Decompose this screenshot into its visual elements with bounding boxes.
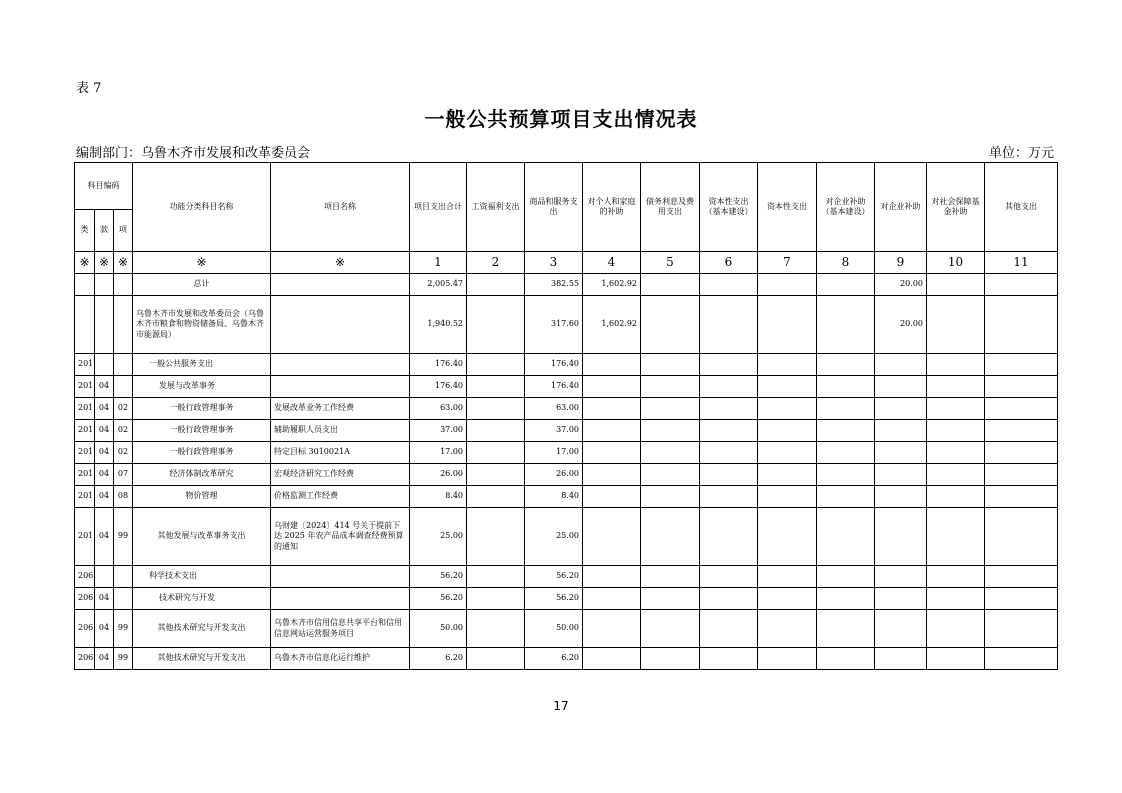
cell-total: 6.20: [410, 648, 467, 670]
header-capital-basic: 资本性支出（基本建设）: [700, 163, 758, 252]
cell-total: 37.00: [410, 420, 467, 442]
cell-enterprise-basic: [817, 508, 875, 566]
cell-xiang: 08: [114, 486, 133, 508]
header-social: 对社会保障基金补助: [927, 163, 985, 252]
cell-enterprise-basic: [817, 398, 875, 420]
cell-name: 一般行政管理事务: [133, 398, 271, 420]
cell-enterprise-basic: [817, 486, 875, 508]
cell-salary: [467, 420, 525, 442]
cell-xiang: [114, 376, 133, 398]
cell-project: 价格监测工作经费: [271, 486, 410, 508]
cell-other: [985, 274, 1058, 296]
cell-lei: 201: [75, 398, 95, 420]
cell-enterprise-basic: [817, 376, 875, 398]
cell-goods: 56.20: [525, 588, 583, 610]
cell-enterprise: [875, 486, 927, 508]
cell-kuan: 04: [95, 508, 114, 566]
cell-name: 经济体制改革研究: [133, 464, 271, 486]
cell-lei: 206: [75, 588, 95, 610]
header-debt: 债务利息及费用支出: [641, 163, 700, 252]
cell-name: 一般行政管理事务: [133, 442, 271, 464]
cell-capital-basic: [700, 420, 758, 442]
cell-debt: [641, 508, 700, 566]
cell-debt: [641, 420, 700, 442]
cell-xiang: 02: [114, 420, 133, 442]
cell-capital: [758, 588, 817, 610]
cell-salary: [467, 398, 525, 420]
cell-other: [985, 648, 1058, 670]
table-row: [75, 398, 1058, 420]
cell-lei: 201: [75, 442, 95, 464]
cell-capital-basic: [700, 274, 758, 296]
cell-capital-basic: [700, 648, 758, 670]
cell-social: [927, 376, 985, 398]
table-row: [75, 296, 1058, 354]
cell-capital: [758, 420, 817, 442]
cell-total: 50.00: [410, 610, 467, 648]
cell-household: [583, 398, 641, 420]
table-row: [75, 566, 1058, 588]
cell-kuan: 04: [95, 398, 114, 420]
cell-goods: 6.20: [525, 648, 583, 670]
cell-social: [927, 274, 985, 296]
cell-lei: [75, 274, 95, 296]
cell-project: 宏观经济研究工作经费: [271, 464, 410, 486]
cell-goods: 25.00: [525, 508, 583, 566]
cell-total: 2,005.47: [410, 274, 467, 296]
cell-salary: [467, 274, 525, 296]
cell-lei: 201: [75, 486, 95, 508]
cell-goods: 56.20: [525, 566, 583, 588]
cell-enterprise: [875, 464, 927, 486]
cell-other: [985, 508, 1058, 566]
cell-project: 发展改革业务工作经费: [271, 398, 410, 420]
cell-salary: [467, 442, 525, 464]
cell-lei: 201: [75, 376, 95, 398]
cell-capital-basic: [700, 588, 758, 610]
header-salary: 工资福利支出: [467, 163, 525, 252]
cell-household: [583, 464, 641, 486]
cell-lei: 206: [75, 610, 95, 648]
cell-total: 63.00: [410, 398, 467, 420]
cell-xiang: [114, 588, 133, 610]
cell-capital: [758, 610, 817, 648]
table-row: [75, 648, 1058, 670]
unit-label: 单位：万元: [988, 146, 1054, 161]
table-row: [75, 464, 1058, 486]
cell-enterprise-basic: [817, 274, 875, 296]
page-title: 一般公共预算项目支出情况表: [424, 107, 698, 131]
cell-enterprise: [875, 588, 927, 610]
cell-goods: 176.40: [525, 354, 583, 376]
marker-cell: ※: [114, 252, 133, 274]
marker-cell: 1: [410, 252, 467, 274]
cell-salary: [467, 296, 525, 354]
cell-capital-basic: [700, 354, 758, 376]
cell-lei: 201: [75, 420, 95, 442]
cell-salary: [467, 376, 525, 398]
cell-household: [583, 376, 641, 398]
table-row: [75, 442, 1058, 464]
cell-debt: [641, 464, 700, 486]
cell-other: [985, 486, 1058, 508]
cell-capital-basic: [700, 296, 758, 354]
cell-xiang: 02: [114, 442, 133, 464]
page-number: 17: [553, 699, 569, 713]
header-enterprise: 对企业补助: [875, 163, 927, 252]
cell-enterprise: [875, 508, 927, 566]
cell-household: [583, 610, 641, 648]
cell-goods: 63.00: [525, 398, 583, 420]
cell-capital: [758, 398, 817, 420]
cell-project: [271, 354, 410, 376]
cell-total: 26.00: [410, 464, 467, 486]
cell-kuan: 04: [95, 420, 114, 442]
cell-kuan: [95, 566, 114, 588]
cell-kuan: 04: [95, 464, 114, 486]
cell-salary: [467, 566, 525, 588]
header-func-name: 功能分类科目名称: [133, 163, 271, 252]
cell-total: 17.00: [410, 442, 467, 464]
cell-total: 176.40: [410, 354, 467, 376]
cell-other: [985, 610, 1058, 648]
cell-xiang: [114, 354, 133, 376]
cell-social: [927, 296, 985, 354]
cell-debt: [641, 648, 700, 670]
cell-debt: [641, 588, 700, 610]
header-total: 项目支出合计: [410, 163, 467, 252]
cell-debt: [641, 610, 700, 648]
cell-social: [927, 588, 985, 610]
cell-capital-basic: [700, 398, 758, 420]
cell-total: 25.00: [410, 508, 467, 566]
cell-debt: [641, 354, 700, 376]
table-row: [75, 274, 1058, 296]
cell-lei: [75, 296, 95, 354]
header-kuan: 款: [95, 210, 114, 252]
cell-household: [583, 420, 641, 442]
cell-household: [583, 508, 641, 566]
cell-other: [985, 354, 1058, 376]
marker-cell: ※: [271, 252, 410, 274]
cell-xiang: 02: [114, 398, 133, 420]
cell-social: [927, 398, 985, 420]
cell-capital: [758, 486, 817, 508]
cell-name: 发展与改革事务: [133, 376, 271, 398]
cell-project: [271, 566, 410, 588]
cell-kuan: 04: [95, 588, 114, 610]
cell-name: 科学技术支出: [133, 566, 271, 588]
marker-cell: ※: [133, 252, 271, 274]
cell-kuan: 04: [95, 486, 114, 508]
marker-cell: 8: [817, 252, 875, 274]
cell-project: 乌鲁木齐市信息化运行维护: [271, 648, 410, 670]
cell-project: 乌财建〔2024〕414 号关于提前下达 2025 年农产品成本调查经费预算的通知: [271, 508, 410, 566]
cell-enterprise: [875, 354, 927, 376]
cell-enterprise-basic: [817, 566, 875, 588]
cell-household: [583, 486, 641, 508]
marker-cell: ※: [75, 252, 95, 274]
cell-capital: [758, 464, 817, 486]
cell-enterprise-basic: [817, 648, 875, 670]
cell-total: 1,940.52: [410, 296, 467, 354]
cell-xiang: 99: [114, 508, 133, 566]
cell-household: [583, 648, 641, 670]
cell-lei: 201: [75, 464, 95, 486]
cell-project: [271, 376, 410, 398]
cell-social: [927, 508, 985, 566]
cell-household: [583, 588, 641, 610]
cell-social: [927, 442, 985, 464]
cell-capital-basic: [700, 442, 758, 464]
cell-social: [927, 420, 985, 442]
cell-lei: 206: [75, 648, 95, 670]
cell-salary: [467, 486, 525, 508]
cell-enterprise-basic: [817, 588, 875, 610]
cell-enterprise: [875, 376, 927, 398]
cell-enterprise-basic: [817, 420, 875, 442]
cell-total: 56.20: [410, 588, 467, 610]
marker-cell: ※: [95, 252, 114, 274]
cell-social: [927, 566, 985, 588]
cell-capital-basic: [700, 376, 758, 398]
cell-xiang: 99: [114, 610, 133, 648]
cell-other: [985, 588, 1058, 610]
cell-total: 8.40: [410, 486, 467, 508]
table-row: [75, 376, 1058, 398]
cell-enterprise: [875, 398, 927, 420]
cell-goods: 37.00: [525, 420, 583, 442]
cell-name: 物价管理: [133, 486, 271, 508]
header-goods: 商品和服务支出: [525, 163, 583, 252]
cell-name: 一般行政管理事务: [133, 420, 271, 442]
cell-other: [985, 398, 1058, 420]
table-row: [75, 354, 1058, 376]
cell-other: [985, 464, 1058, 486]
cell-name: 其他发展与改革事务支出: [133, 508, 271, 566]
cell-xiang: [114, 296, 133, 354]
cell-capital-basic: [700, 610, 758, 648]
cell-name: 一般公共服务支出: [133, 354, 271, 376]
cell-other: [985, 420, 1058, 442]
cell-name: 技术研究与开发: [133, 588, 271, 610]
cell-capital-basic: [700, 486, 758, 508]
cell-capital: [758, 566, 817, 588]
table-row: [75, 588, 1058, 610]
cell-enterprise: 20.00: [875, 296, 927, 354]
cell-project: [271, 296, 410, 354]
marker-cell: 3: [525, 252, 583, 274]
cell-goods: 317.60: [525, 296, 583, 354]
cell-lei: 201: [75, 354, 95, 376]
header-subject-code: 科目编码: [75, 163, 133, 210]
cell-household: [583, 566, 641, 588]
cell-project: 乌鲁木齐市信用信息共享平台和信用信息网站运营服务项目: [271, 610, 410, 648]
cell-other: [985, 566, 1058, 588]
cell-other: [985, 442, 1058, 464]
cell-enterprise-basic: [817, 442, 875, 464]
cell-household: 1,602.92: [583, 274, 641, 296]
cell-capital: [758, 376, 817, 398]
cell-enterprise: 20.00: [875, 274, 927, 296]
cell-enterprise-basic: [817, 464, 875, 486]
cell-goods: 26.00: [525, 464, 583, 486]
cell-goods: 176.40: [525, 376, 583, 398]
cell-project: 特定目标 3010021A: [271, 442, 410, 464]
cell-enterprise: [875, 648, 927, 670]
cell-goods: 50.00: [525, 610, 583, 648]
cell-capital: [758, 296, 817, 354]
cell-social: [927, 648, 985, 670]
cell-enterprise-basic: [817, 354, 875, 376]
header-xiang: 项: [114, 210, 133, 252]
cell-capital: [758, 508, 817, 566]
cell-xiang: [114, 566, 133, 588]
budget-table: [74, 162, 1058, 670]
cell-capital-basic: [700, 464, 758, 486]
cell-kuan: 04: [95, 648, 114, 670]
cell-capital: [758, 648, 817, 670]
cell-enterprise: [875, 610, 927, 648]
cell-debt: [641, 566, 700, 588]
cell-salary: [467, 464, 525, 486]
table-row: [75, 420, 1058, 442]
cell-debt: [641, 442, 700, 464]
cell-salary: [467, 610, 525, 648]
marker-cell: 7: [758, 252, 817, 274]
cell-enterprise: [875, 420, 927, 442]
header-lei: 类: [75, 210, 95, 252]
marker-cell: 2: [467, 252, 525, 274]
table-number: 表 7: [76, 81, 102, 96]
cell-goods: 382.55: [525, 274, 583, 296]
cell-kuan: 04: [95, 442, 114, 464]
cell-project: [271, 588, 410, 610]
cell-social: [927, 610, 985, 648]
cell-household: 1,602.92: [583, 296, 641, 354]
cell-kuan: [95, 354, 114, 376]
cell-project: [271, 274, 410, 296]
cell-total: 56.20: [410, 566, 467, 588]
cell-xiang: 07: [114, 464, 133, 486]
cell-capital-basic: [700, 508, 758, 566]
cell-lei: 206: [75, 566, 95, 588]
table-row: [75, 486, 1058, 508]
cell-household: [583, 442, 641, 464]
cell-other: [985, 296, 1058, 354]
cell-name: 总计: [133, 274, 271, 296]
cell-debt: [641, 376, 700, 398]
marker-cell: 6: [700, 252, 758, 274]
cell-salary: [467, 648, 525, 670]
cell-debt: [641, 398, 700, 420]
table-row: [75, 508, 1058, 566]
cell-goods: 8.40: [525, 486, 583, 508]
marker-cell: 11: [985, 252, 1058, 274]
cell-goods: 17.00: [525, 442, 583, 464]
cell-other: [985, 376, 1058, 398]
marker-cell: 10: [927, 252, 985, 274]
marker-cell: 4: [583, 252, 641, 274]
cell-social: [927, 354, 985, 376]
marker-row: [75, 252, 1058, 274]
cell-salary: [467, 588, 525, 610]
cell-salary: [467, 508, 525, 566]
table-row: [75, 610, 1058, 648]
cell-name: 乌鲁木齐市发展和改革委员会（乌鲁木齐市粮食和物资储备局、乌鲁木齐市能源局）: [133, 296, 271, 354]
cell-kuan: 04: [95, 610, 114, 648]
cell-salary: [467, 354, 525, 376]
cell-enterprise-basic: [817, 296, 875, 354]
marker-cell: 9: [875, 252, 927, 274]
cell-xiang: [114, 274, 133, 296]
header-household: 对个人和家庭的补助: [583, 163, 641, 252]
cell-capital-basic: [700, 566, 758, 588]
cell-name: 其他技术研究与开发支出: [133, 648, 271, 670]
header-enterprise-basic: 对企业补助（基本建设）: [817, 163, 875, 252]
cell-enterprise: [875, 566, 927, 588]
cell-social: [927, 464, 985, 486]
cell-kuan: 04: [95, 376, 114, 398]
cell-debt: [641, 296, 700, 354]
cell-enterprise: [875, 442, 927, 464]
department-label: 编制部门：乌鲁木齐市发展和改革委员会: [76, 146, 311, 161]
cell-kuan: [95, 274, 114, 296]
cell-capital: [758, 274, 817, 296]
header-project-name: 项目名称: [271, 163, 410, 252]
header-capital: 资本性支出: [758, 163, 817, 252]
header-other: 其他支出: [985, 163, 1058, 252]
cell-kuan: [95, 296, 114, 354]
cell-enterprise-basic: [817, 610, 875, 648]
cell-project: 辅助履职人员支出: [271, 420, 410, 442]
cell-debt: [641, 486, 700, 508]
cell-social: [927, 486, 985, 508]
cell-lei: 201: [75, 508, 95, 566]
cell-capital: [758, 354, 817, 376]
cell-xiang: 99: [114, 648, 133, 670]
cell-capital: [758, 442, 817, 464]
cell-debt: [641, 274, 700, 296]
cell-name: 其他技术研究与开发支出: [133, 610, 271, 648]
marker-cell: 5: [641, 252, 700, 274]
cell-total: 176.40: [410, 376, 467, 398]
cell-household: [583, 354, 641, 376]
